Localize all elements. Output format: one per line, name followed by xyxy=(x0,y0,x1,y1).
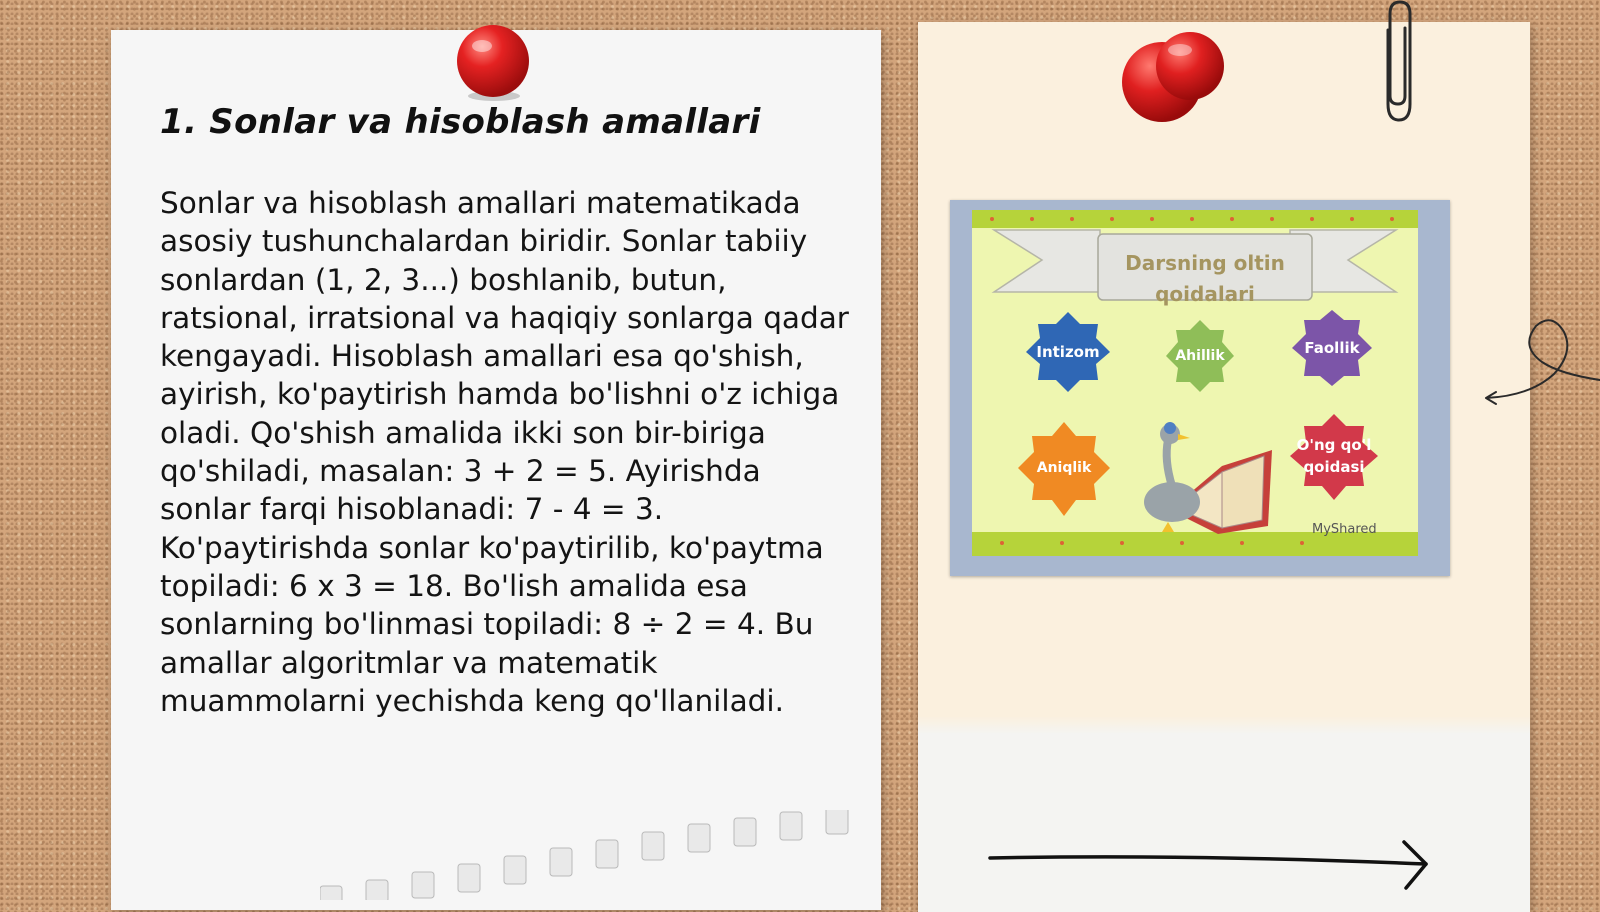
star-label-line-2: qoidasi xyxy=(1303,458,1365,476)
doodle-curl-icon xyxy=(1480,312,1600,408)
star-label-line-1: O'ng qo'l xyxy=(1296,436,1372,454)
star-label-aniqlik: Aniqlik xyxy=(1036,460,1092,476)
paper-clip-icon xyxy=(1378,0,1418,126)
image-watermark: MyShared xyxy=(1312,522,1377,537)
star-label-ong-qol-qoidasi xyxy=(1269,434,1399,478)
bird-with-book-icon xyxy=(1144,422,1272,534)
next-arrow-icon[interactable] xyxy=(986,836,1448,896)
image-content xyxy=(972,210,1418,556)
note-paragraph: Sonlar va hisoblash amallari matematikada asosiy tushunchalardan biridir. Sonlar tabiiy sonlardan (1, 2, 3...) boshlanib, butun, ratsional, irratsional va haqiqiy sonlarga qadar kengayadi. Hisoblash amallari esa qo'shish, ayirish, ko'paytirish hamda bo'lishni o'z ichiga oladi. Qo'shish amalida ikki son bir-biriga qo'shiladi, masalan: 3 + 2 = 5. Ayirishda sonlar farqi hisoblanadi: 7 - 4 = 3. Ko'paytirishda sonlar ko'paytirilib, ko'paytma topiladi: 6 x 3 = 18. Bo'lish amalida esa sonlarning bo'linmasi topiladi: 8 ÷ 2 = 4. Bu amallar algoritmlar va matematik muammolarni yechishda keng qo'llaniladi. xyxy=(160,186,849,718)
star-label-ahillik: Ahillik xyxy=(1175,348,1225,364)
torn-paper-tabs xyxy=(320,810,880,900)
lesson-rules-image xyxy=(950,200,1450,576)
star-label-faollik: Faollik xyxy=(1304,339,1360,357)
ribbon-line-1: Darsning oltin xyxy=(1125,251,1285,275)
ribbon-title xyxy=(1100,248,1310,310)
note-title: 1. Sonlar va hisoblash amallari xyxy=(160,102,761,142)
ribbon-line-2: qoidalari xyxy=(1155,282,1255,306)
red-pin-icon xyxy=(1120,30,1240,134)
red-pin-icon xyxy=(452,22,534,104)
star-label-intizom: Intizom xyxy=(1036,343,1100,361)
